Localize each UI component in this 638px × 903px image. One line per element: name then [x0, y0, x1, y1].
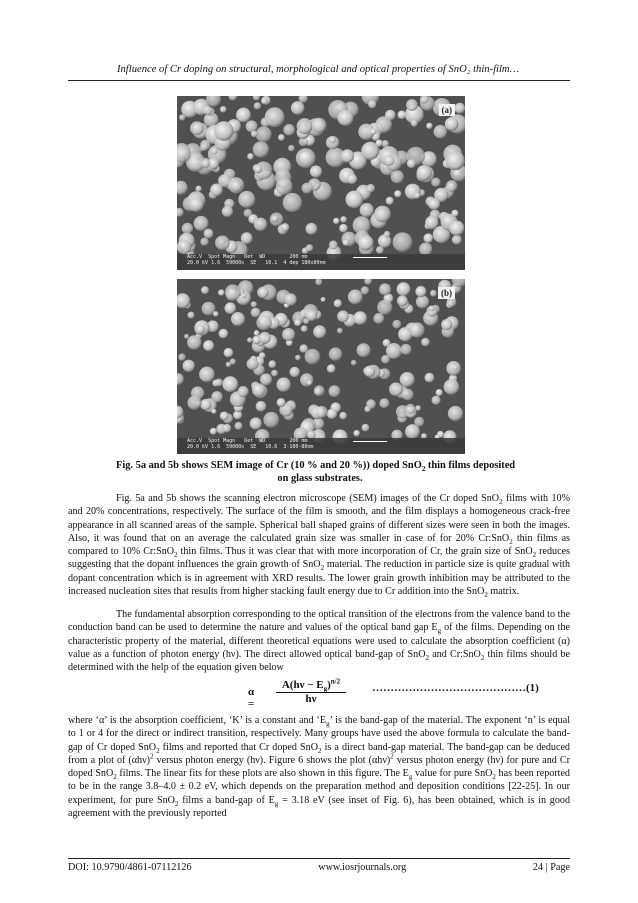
sem-info-b: Acc.V Spot Magn Det WD 200 nm 20.0 kV 1.6 59000x SE 10.6 3-100-80nm — [187, 438, 314, 450]
sem-grain — [187, 396, 201, 410]
sem-grain — [183, 360, 195, 372]
sem-grain — [213, 311, 219, 317]
sem-grain — [203, 106, 212, 115]
sem-grain — [268, 360, 276, 368]
sem-grain — [226, 362, 231, 367]
sem-grain — [417, 165, 432, 180]
sem-grain — [448, 406, 463, 421]
sem-grain — [178, 353, 185, 360]
sem-grain — [321, 297, 326, 302]
sem-grain — [452, 235, 462, 245]
sem-grain — [225, 302, 237, 314]
sem-grain — [431, 178, 440, 187]
sem-grain — [277, 377, 291, 391]
sem-grain — [222, 376, 238, 392]
sem-grain — [426, 123, 432, 129]
sem-grain — [351, 360, 357, 366]
sem-grain — [283, 193, 302, 212]
sem-grain — [246, 120, 258, 132]
footer-page-number: 24 | Page — [532, 862, 570, 873]
sem-grain — [312, 118, 327, 133]
scale-bar-b — [353, 441, 387, 442]
sem-grain — [220, 412, 229, 421]
sem-grain — [376, 246, 384, 254]
sem-grain — [434, 125, 448, 139]
sem-grain — [310, 165, 322, 177]
equation-number: ……………………………………(1) — [372, 682, 539, 694]
sem-grain — [189, 197, 204, 212]
sem-grain — [238, 191, 255, 208]
sem-grain — [259, 332, 271, 344]
sem-grain — [256, 126, 272, 142]
sem-grains-a — [177, 96, 465, 270]
sem-grain — [329, 137, 336, 144]
sem-grain — [377, 300, 392, 315]
sem-grain — [424, 233, 434, 243]
sem-grain — [250, 417, 262, 429]
sem-grain — [306, 223, 318, 235]
sem-grain — [211, 391, 222, 402]
sem-grain — [362, 424, 370, 432]
sem-grain — [406, 99, 418, 111]
sem-grain — [421, 338, 430, 347]
sem-grain — [428, 198, 440, 210]
paragraph-sem-discussion: Fig. 5a and 5b shows the scanning electron microscope (SEM) images of the Cr doped SnO$_2$ films with 10% and 20% concentrations, respectively. The surface of the film is smooth, and the film displays a homogeneous crack-free appearance in all scanned areas of the sample. Spherical ball shaped grains of different sizes were seen in both the images. Also, it was found that on an average the calculated grain size was smaller in case of for 20% Cr:SnO$_2$ thin films as compared to 10% Cr:SnO$_2$ thin films. Thus it was clear that with more incorporation of Cr, the grain size of SnO$_2$ reduces suggesting that the dopant influences the grain growth of SnO$_2$ material. The reduction in particle size is quite gradual with dopant concentration which is in agreement with XRD results. The lower grain growth inhibition may be attributed to the increased nucleation sites that results from higher stacking fault energy due to Cr addition into the SnO$_2$ matrix. — [68, 493, 570, 600]
sem-grain — [215, 236, 230, 251]
sem-grain — [411, 120, 418, 127]
sem-grain — [360, 203, 374, 217]
sem-grain — [196, 325, 205, 334]
sem-grain — [182, 223, 193, 234]
sem-grain — [366, 399, 376, 409]
sem-grain — [254, 102, 261, 109]
sem-grain — [190, 121, 204, 135]
sem-grain — [394, 190, 401, 197]
sem-grain — [452, 210, 459, 217]
sem-grain — [347, 174, 357, 184]
sem-grains-b — [177, 279, 465, 454]
sem-grain — [187, 335, 201, 349]
sem-grain — [199, 367, 215, 383]
equation-denominator: hν — [305, 693, 317, 705]
sem-grain — [366, 184, 375, 193]
sem-grain — [397, 282, 411, 296]
sem-grain — [374, 206, 391, 223]
sem-grain — [327, 364, 336, 373]
sem-grain — [251, 301, 257, 307]
sem-grain — [415, 405, 421, 411]
sem-grain — [414, 192, 420, 198]
sem-grain — [272, 215, 279, 222]
sem-grain — [453, 365, 458, 370]
sem-grain — [257, 287, 268, 298]
sem-grain — [203, 340, 214, 351]
footer-site: www.iosrjournals.org — [318, 862, 407, 873]
sem-grain — [241, 232, 253, 244]
sem-grain — [288, 145, 295, 152]
sem-grain — [215, 379, 223, 387]
sem-grain — [341, 149, 354, 162]
sem-grain — [333, 218, 339, 224]
sem-grain — [370, 128, 377, 135]
equation-numerator: $A(h\nu - E_g)^{n/2}$ — [276, 679, 346, 693]
sem-grain — [444, 379, 460, 395]
sem-grain — [294, 319, 301, 326]
sem-grain — [454, 103, 465, 114]
sem-grain — [247, 358, 259, 370]
sem-grain — [379, 398, 389, 408]
sem-grain — [436, 389, 443, 396]
sem-grain — [218, 289, 224, 295]
sem-grain — [315, 388, 323, 396]
running-head: Influence of Cr doping on structural, morphological and optical properties of SnO₂ thin-film… — [116, 64, 519, 75]
sem-image-b — [177, 279, 465, 454]
caption-line-2: on glass substrates. — [277, 473, 363, 484]
sem-grain — [276, 178, 293, 195]
figure-caption — [90, 459, 550, 485]
sem-grain — [445, 117, 459, 131]
sem-grain — [306, 244, 313, 251]
sem-grain — [389, 382, 403, 396]
sem-grain — [188, 312, 195, 319]
sem-grain — [254, 218, 267, 231]
sem-grain — [204, 229, 214, 239]
sem-grain — [361, 286, 369, 294]
sem-grain — [384, 155, 395, 166]
sem-grain — [223, 424, 232, 433]
sem-image-a — [177, 96, 465, 270]
page-footer — [68, 862, 570, 873]
sem-grain — [407, 159, 416, 168]
sem-grain — [196, 186, 202, 192]
sem-grain — [373, 313, 384, 324]
sem-grain — [296, 148, 316, 168]
sem-grain — [379, 283, 391, 295]
footer-rule — [68, 858, 570, 859]
sem-grain — [201, 159, 210, 168]
sem-grain — [414, 417, 424, 427]
sem-grain — [277, 398, 286, 407]
paragraph-bandgap: where ‘α’ is the absorption coefficient, ‘K’ is a constant and ‘$E_g$’ is the band-gap of the material. The exponent ‘n’ is equal to 1 or 4 for the direct or indirect transition, respectively. Many groups have used the above formula to calculate the band-gap of Cr doped SnO$_2$ films and reported that Cr doped SnO$_2$ is a direct band-gap material. The band-gap can be deduced from a plot of $(\alpha h\nu)^2$ versus photon energy (hν). Figure 6 shows the plot $(\alpha h\nu)^2$ versus photon energy (hν) for pure and Cr doped SnO$_2$ films. The linear fits for these plots are also shown in this figure. The $E_g$ value for pure SnO$_2$ has been reported to be in the range 3.8–4.0 ± 0.2 eV, which depends on the preparation method and deposition conditions [22-25]. In our experiment, for pure SnO$_2$ films a band-gap of $E_g = 3.18$ eV (see inset of Fig. 6), has been obtained, which is in good agreement with the previously reported — [68, 715, 570, 820]
sem-grain — [353, 311, 367, 325]
sem-grain — [247, 337, 252, 342]
sem-grain — [405, 404, 415, 414]
sem-grain — [429, 306, 435, 312]
sem-grain — [306, 310, 317, 321]
sem-grain — [358, 235, 373, 250]
sem-grain — [339, 224, 348, 233]
sem-grain — [357, 343, 371, 357]
sem-grain — [200, 399, 211, 410]
sem-grain — [291, 101, 305, 115]
sem-grain — [302, 183, 313, 194]
sem-grain — [432, 396, 441, 405]
sem-grain — [425, 373, 435, 383]
sem-grain — [376, 140, 383, 147]
sem-grain — [340, 216, 347, 223]
sem-grain — [301, 325, 308, 332]
sem-grain — [297, 118, 313, 134]
sem-grain — [392, 320, 401, 329]
sem-grain — [263, 412, 279, 428]
sem-label-b: (b) — [438, 287, 455, 299]
sem-grain — [252, 383, 265, 396]
sem-grain — [241, 293, 246, 298]
equation-fraction — [276, 679, 346, 706]
sem-grain — [219, 329, 229, 339]
sem-grain — [386, 197, 394, 205]
sem-grain — [415, 286, 426, 297]
sem-grain — [285, 293, 297, 305]
sem-grain — [446, 180, 458, 192]
sem-grain — [368, 100, 376, 108]
header-rule — [68, 80, 570, 81]
sem-grain — [224, 348, 234, 358]
sem-grain — [254, 165, 262, 173]
sem-grain — [201, 286, 209, 294]
sem-grain — [210, 428, 217, 435]
sem-grain — [282, 328, 295, 341]
sem-grain — [251, 131, 258, 138]
sem-grain — [307, 380, 312, 385]
sem-grain — [177, 240, 191, 255]
sem-grain — [256, 401, 267, 412]
sem-grain — [402, 389, 414, 401]
sem-grain — [393, 232, 413, 252]
sem-grain — [398, 111, 407, 120]
sem-grain — [231, 312, 245, 326]
paragraph-absorption: The fundamental absorption corresponding to the optical transition of the electrons from the valence band to the conduction band can be used to determine the nature and values of the optical band gap $E_g$ of the films. Depending on the characteristic property of the material, different theoretical equations were used to calculate the absorption coefficient (α) value as a function of photon energy (hν). The direct allowed optical band-gap of SnO$_2$ and Cr:SnO$_2$ thin films should be determined with the help of the equation given below — [68, 609, 571, 674]
caption-line-1: Fig. 5a and 5b shows SEM image of Cr (10 % and 20 %)) doped SnO$_2$ thin films deposited — [116, 460, 516, 474]
sem-grain — [271, 370, 278, 377]
sem-grain — [329, 240, 338, 249]
sem-grain — [446, 151, 465, 170]
sem-grain — [354, 430, 360, 436]
sem-grain — [337, 328, 343, 334]
sem-grain — [295, 355, 301, 361]
sem-grain — [348, 290, 363, 305]
sem-grain — [334, 299, 342, 307]
sem-grain — [238, 386, 249, 397]
sem-grain — [211, 409, 216, 414]
sem-grain — [265, 107, 285, 127]
footer-doi: DOI: 10.9790/4861-07112126 — [68, 862, 192, 873]
sem-grain — [329, 347, 342, 360]
sem-grain — [337, 310, 349, 322]
sem-grain — [210, 184, 223, 197]
sem-grain — [313, 325, 326, 338]
sem-grain — [300, 373, 313, 386]
sem-grain — [290, 367, 300, 377]
sem-grain — [220, 106, 227, 113]
sem-grain — [251, 308, 261, 318]
sem-grain — [338, 110, 354, 126]
sem-grain — [200, 140, 211, 151]
sem-grain — [425, 216, 438, 229]
sem-grain — [231, 181, 242, 192]
sem-grain — [316, 406, 328, 418]
sem-grain — [400, 372, 415, 387]
sem-grain — [449, 221, 464, 236]
sem-grain — [211, 148, 218, 155]
sem-grain — [384, 231, 391, 238]
sem-grain — [329, 385, 341, 397]
sem-grain — [253, 141, 269, 157]
sem-grain — [214, 121, 234, 141]
sem-grain — [184, 334, 189, 339]
sem-grain — [247, 153, 254, 160]
sem-grain — [397, 295, 408, 306]
sem-grain — [343, 239, 350, 246]
sem-grain — [235, 422, 243, 430]
sem-grain — [409, 322, 424, 337]
sem-grain — [375, 116, 392, 133]
sem-grain — [327, 409, 337, 419]
sem-grain — [346, 191, 364, 209]
sem-grain — [283, 124, 295, 136]
sem-info-a: Acc.V Spot Magn Det WD 200 nm 20.0 kV 1.6 59000x SE 10.1 4 dep 180x80nm — [187, 254, 326, 266]
sem-grain — [236, 108, 251, 123]
sem-grain — [419, 243, 432, 256]
sem-grain — [339, 412, 347, 420]
sem-grain — [225, 284, 241, 300]
sem-grain — [441, 319, 452, 330]
sem-grain — [256, 315, 271, 330]
sem-grain — [260, 373, 272, 385]
sem-grain — [254, 330, 260, 336]
sem-grain — [261, 98, 268, 105]
sem-grain — [200, 238, 208, 246]
sem-grain — [364, 366, 375, 377]
sem-label-a: (a) — [439, 104, 456, 116]
sem-grain — [194, 216, 209, 231]
equation-lhs: α = — [248, 686, 255, 710]
sem-grain — [381, 355, 390, 364]
sem-grain — [401, 344, 412, 355]
sem-grain — [391, 170, 404, 183]
sem-grain — [305, 349, 321, 365]
sem-grain — [430, 290, 437, 297]
scale-bar-a — [353, 257, 387, 258]
sem-grain — [278, 134, 285, 141]
sem-grain — [222, 206, 233, 217]
sem-grain — [281, 223, 289, 231]
sem-grain — [416, 295, 429, 308]
